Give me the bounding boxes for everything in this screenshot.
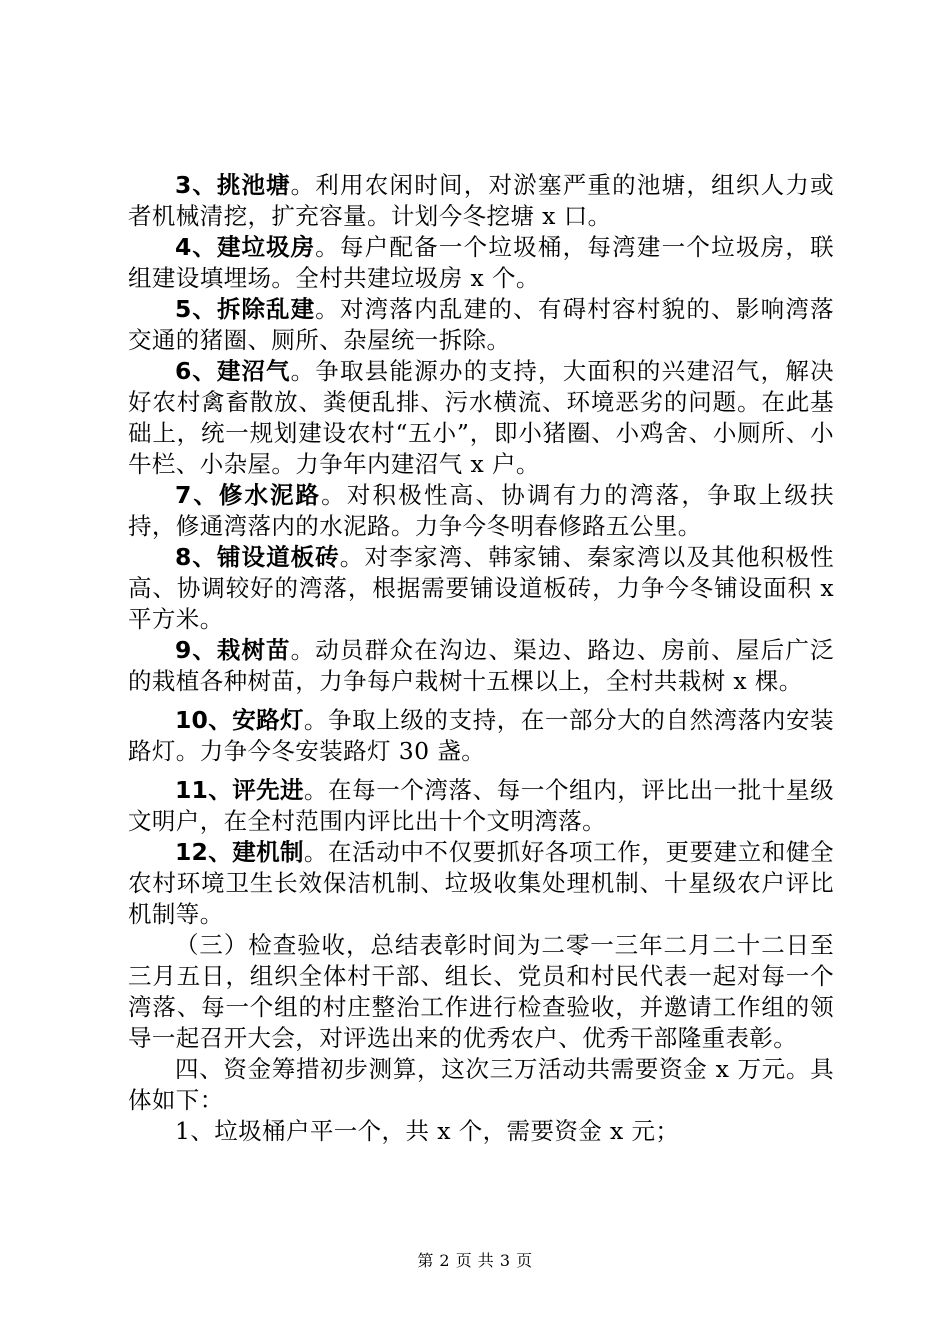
item-9-text: 。动员群众在沟边、渠边、路边、房前、屋后广泛的栽植各种树苗，力争每户栽树十五棵以上，全村共栽树 x 棵。 — [128, 636, 834, 695]
fund-item-1-paragraph: 1、垃圾桶户平一个，共 x 个，需要资金 x 元； — [175, 1117, 680, 1145]
item-3-heading: 3、挑池塘 — [175, 171, 291, 199]
item-8-heading: 8、铺设道板砖 — [175, 543, 340, 571]
item-4-text: 。每户配备一个垃圾桶，每湾建一个垃圾房，联组建设填埋场。全村共建垃圾房 x 个。 — [128, 233, 834, 292]
item-10-heading: 10、安路灯 — [175, 706, 304, 734]
item-12-heading: 12、建机制 — [175, 838, 304, 866]
item-6-text: 。争取县能源办的支持，大面积的兴建沼气，解决好农村禽畜散放、粪便乱排、污水横流、环境恶劣的问题。在此基础上，统一规划建设农村“五小”，即小猪圈、小鸡舍、小厕所、小牛栏、小杂屋。力争年内建沼气 x 户。 — [128, 357, 834, 478]
item-10-text: 。争取上级的支持，在一部分大的自然湾落内安装路灯。力争今冬安装路灯 30 盏。 — [128, 706, 834, 765]
section-3-paragraph: （三）检查验收，总结表彰时间为二零一三年二月二十二日至三月五日，组织全体村干部、组长、党员和村民代表一起对每一个湾落、每一个组的村庄整治工作进行检查验收，并邀请工作组的领导一起召开大会，对评选出来的优秀农户、优秀干部隆重表彰。 — [128, 931, 834, 1052]
item-6-heading: 6、建沼气 — [175, 357, 291, 385]
item-6-paragraph — [128, 356, 834, 480]
item-10-paragraph — [128, 705, 834, 767]
item-7-paragraph — [128, 480, 834, 542]
item-5-heading: 5、拆除乱建 — [175, 295, 316, 323]
item-3-text: 。利用农闲时间，对淤塞严重的池塘，组织人力或者机械清挖，扩充容量。计划今冬挖塘 x 口。 — [128, 171, 834, 230]
item-8-text: 。对李家湾、韩家铺、秦家湾以及其他积极性高、协调较好的湾落，根据需要铺设道板砖，力争今冬铺设面积 x 平方米。 — [128, 543, 834, 633]
document-body — [128, 170, 834, 1147]
item-9-paragraph — [128, 635, 834, 697]
item-5-text: 。对湾落内乱建的、有碍村容村貌的、影响湾落交通的猪圈、厕所、杂屋统一拆除。 — [128, 295, 834, 354]
item-8-paragraph — [128, 542, 834, 635]
item-4-paragraph — [128, 232, 834, 294]
page-number-footer: 第 2 页 共 3 页 — [417, 1251, 533, 1270]
item-11-paragraph — [128, 775, 834, 837]
item-9-heading: 9、栽树苗 — [175, 636, 291, 664]
item-11-text: 。在每一个湾落、每一个组内，评比出一批十星级文明户，在全村范围内评比出十个文明湾落。 — [128, 776, 834, 835]
item-11-heading: 11、评先进 — [175, 776, 304, 804]
item-12-paragraph — [128, 837, 834, 930]
item-7-heading: 7、修水泥路 — [175, 481, 322, 509]
item-7-text: 。对积极性高、协调有力的湾落，争取上级扶持，修通湾落内的水泥路。力争今冬明春修路五公里。 — [128, 481, 834, 540]
item-4-heading: 4、建垃圾房 — [175, 233, 316, 261]
item-3-paragraph — [128, 170, 834, 232]
item-5-paragraph — [128, 294, 834, 356]
item-12-text: 。在活动中不仅要抓好各项工作，更要建立和健全农村环境卫生长效保洁机制、垃圾收集处理机制、十星级农户评比机制等。 — [128, 838, 834, 928]
section-4-paragraph: 四、资金筹措初步测算，这次三万活动共需要资金 x 万元。具体如下： — [128, 1055, 834, 1114]
